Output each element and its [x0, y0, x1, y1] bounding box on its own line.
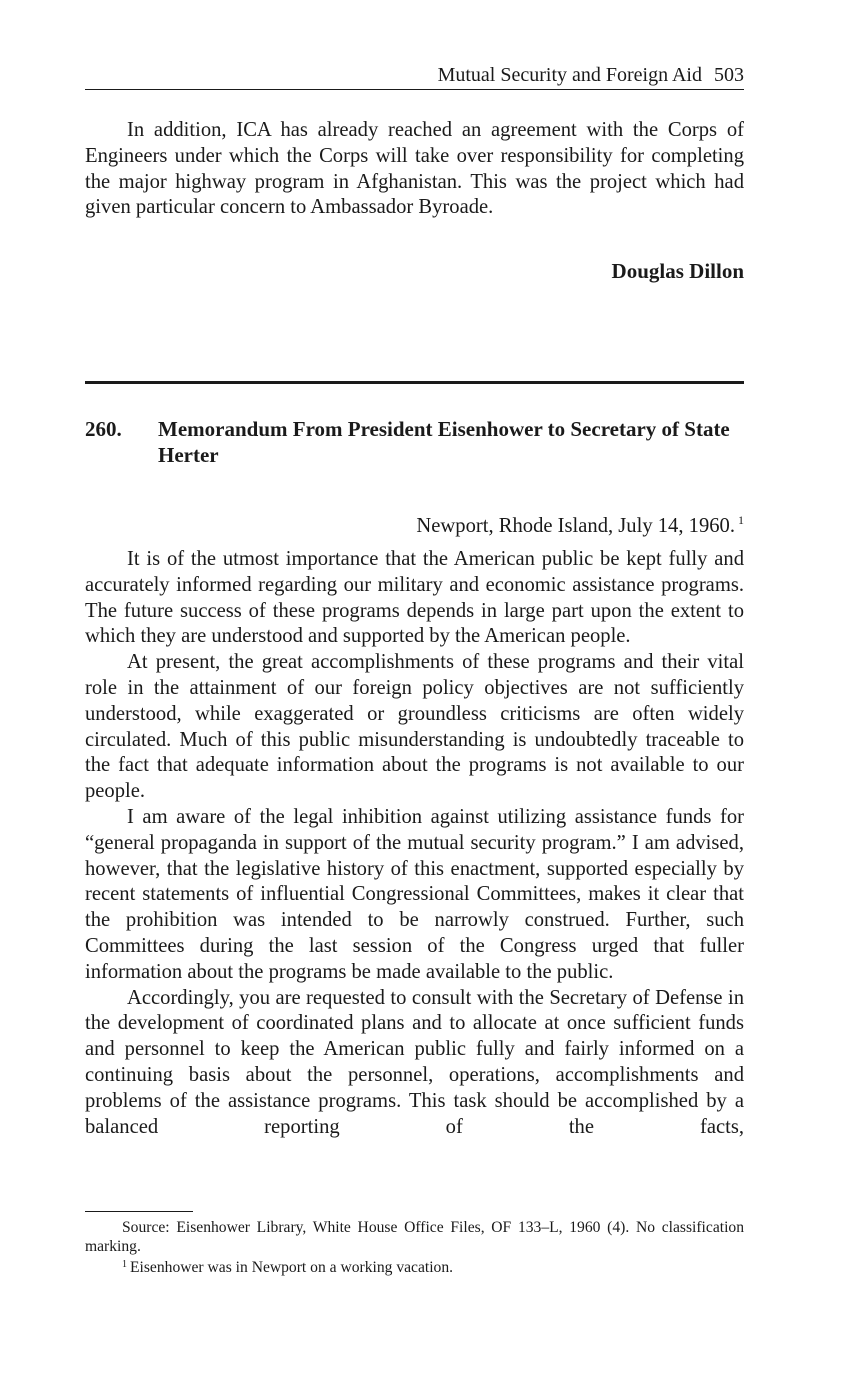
dateline-text: Newport, Rhode Island, July 14, 1960.	[416, 515, 735, 537]
footnote-1-marker: 1	[122, 1259, 127, 1270]
running-head	[85, 62, 744, 90]
document-heading	[85, 416, 744, 468]
signature: Douglas Dillon	[611, 259, 744, 283]
body-paragraph-2: At present, the great accomplishments of these programs and their vital role in the attainment of our foreign policy objectives are not sufficiently understood, while exaggerated or groundless criticisms are often widely circulated. Much of this public misunderstanding is undoubtedly traceable to the fact that adequate information about the programs is not available to our people.	[85, 651, 744, 803]
document-title: Memorandum From President Eisenhower to Secretary of State Herter	[158, 417, 730, 467]
document-number: 260.	[85, 417, 122, 441]
body-paragraph-3: I am aware of the legal inhibition against utilizing assistance funds for “general propaganda in support of the mutual security program.” I am advised, however, that the legislative history of this enactment, supported especially by recent statements of influential Congressional Committees, makes it clear that the prohibition was intended to be narrowly construed. Further, such Committees during the last session of the Congress urged that fuller information about the programs be made available to the public.	[85, 805, 744, 983]
footnote-1-text: Eisenhower was in Newport on a working vacation.	[130, 1259, 454, 1276]
page-number: 503	[714, 64, 744, 86]
section-divider	[85, 381, 744, 384]
running-head-title: Mutual Security and Foreign Aid	[437, 64, 702, 86]
memorandum-body	[85, 547, 744, 1140]
body-paragraph-1: It is of the utmost importance that the American public be kept fully and accurately informed regarding our military and economic assistance programs. The future success of these programs depends in large part upon the extent to which they are understood and supported by the American people.	[85, 548, 744, 648]
footnote-divider	[85, 1211, 193, 1212]
source-note: Source: Eisenhower Library, White House Office Files, OF 133–L, 1960 (4). No classification marking.	[85, 1219, 744, 1255]
intro-paragraph: In addition, ICA has already reached an agreement with the Corps of Engineers under which the Corps will take over responsibility for completing the major highway program in Afghanistan. This was the project which had given particular concern to Ambassador Byroade.	[85, 119, 744, 219]
footnotes	[85, 1219, 744, 1278]
footnote-ref-1: 1	[738, 513, 744, 527]
dateline	[416, 507, 744, 539]
footnote-1	[85, 1256, 744, 1278]
intro-section	[85, 118, 744, 221]
body-paragraph-4: Accordingly, you are requested to consult with the Secretary of Defense in the development of coordinated plans and to allocate at once sufficient funds and personnel to keep the American public fully and fairly informed on a continuing basis about the personnel, operations, accomplishments and problems of the assistance programs. This task should be accomplished by a balanced reporting of the facts,	[85, 986, 744, 1138]
